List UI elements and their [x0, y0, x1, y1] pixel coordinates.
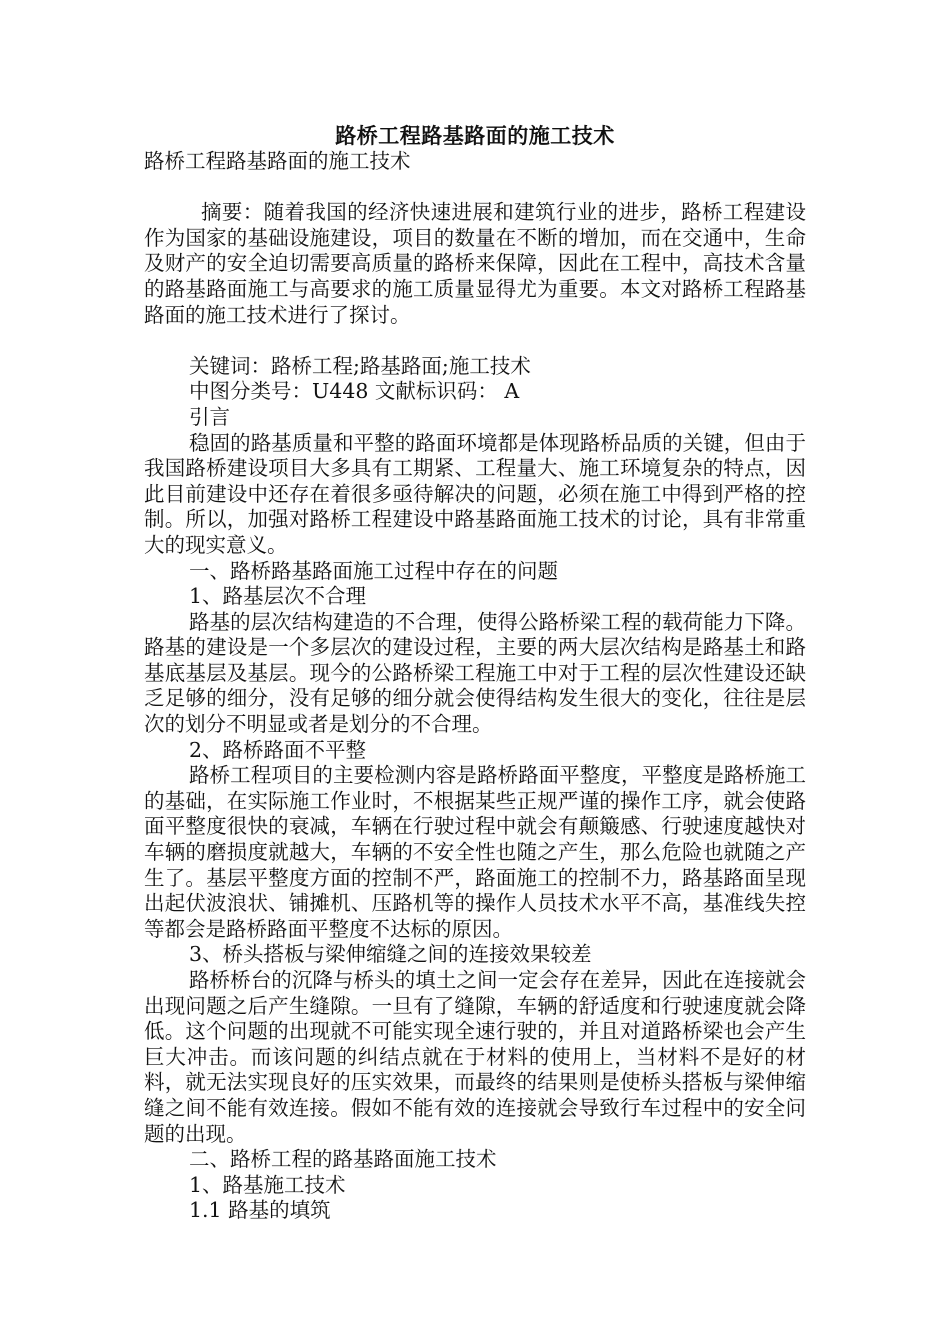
- subsection-paragraph: 路基的层次结构建造的不合理，使得公路桥梁工程的载荷能力下降。路基的建设是一个多层次的建设过程，主要的两大层次结构是路基土和路基底基层及基层。现今的公路桥梁工程施工中对于工程的层次性建设还缺乏足够的细分，没有足够的细分就会使得结构发生很大的变化，往往是层次的划分不明显或者是划分的不合理。: [144, 609, 806, 737]
- section2-heading: 二、路桥工程的路基路面施工技术: [189, 1147, 497, 1172]
- abstract-paragraph: 摘要：随着我国的经济快速进展和建筑行业的进步，路桥工程建设作为国家的基础设施建设，项目的数量在不断的增加，而在交通中，生命及财产的安全迫切需要高质量的路桥来保障，因此在工程中，高技术含量的路基路面施工与高要求的施工质量显得尤为重要。本文对路桥工程路基路面的施工技术进行了探讨。: [144, 200, 806, 327]
- subsection-heading: 1、路基施工技术: [189, 1172, 346, 1197]
- subsection-paragraph: 路桥工程项目的主要检测内容是路桥路面平整度，平整度是路桥施工的基础，在实际施工作业时，不根据某些正规严谨的操作工序，就会使路面平整度很快的衰减，车辆在行驶过程中就会有颠簸感、行驶速度越快对车辆的磨损度就越大，车辆的不安全性也随之产生，那么危险也就随之产生了。基层平整度方面的控制不严，路面施工的控制不力，路基路面呈现出起伏波浪状、铺摊机、压路机等的操作人员技术水平不高，基准线失控等都会是路桥路面平整度不达标的原因。: [144, 763, 806, 941]
- intro-paragraph: 稳固的路基质量和平整的路面环境都是体现路桥品质的关键，但由于我国路桥建设项目大多具有工期紧、工程量大、施工环境复杂的特点，因此目前建设中还存在着很多亟待解决的问题，必须在施工中得到严格的控制。所以，加强对路桥工程建设中路基路面施工技术的讨论，具有非常重大的现实意义。: [144, 430, 806, 557]
- document-body: [144, 149, 806, 1224]
- document-title: 路桥工程路基路面的施工技术: [335, 123, 615, 148]
- classification-line: 中图分类号：U448 文献标识码： A: [189, 379, 520, 404]
- subsection-heading: 3、桥头搭板与梁伸缩缝之间的连接效果较差: [189, 942, 592, 967]
- keywords-line: 关键词：路桥工程;路基路面;施工技术: [189, 353, 531, 378]
- subsection-heading: 1、路基层次不合理: [189, 584, 367, 609]
- subsubsection-heading: 1.1 路基的填筑: [189, 1198, 331, 1223]
- blank-line: [144, 175, 806, 201]
- section1-heading: 一、路桥路基路面施工过程中存在的问题: [189, 558, 558, 583]
- subsection-heading: 2、路桥路面不平整: [189, 737, 367, 762]
- document-subtitle: 路桥工程路基路面的施工技术: [144, 149, 411, 173]
- subsection-paragraph: 路桥桥台的沉降与桥头的填土之间一定会存在差异，因此在连接就会出现问题之后产生缝隙。一旦有了缝隙，车辆的舒适度和行驶速度就会降低。这个问题的出现就不可能实现全速行驶的，并且对道路桥梁也会产生巨大冲击。而该问题的纠结点就在于材料的使用上，当材料不是好的材料，就无法实现良好的压实效果，而最终的结果则是使桥头搭板与梁伸缩缝之间不能有效连接。假如不能有效的连接就会导致行车过程中的安全问题的出现。: [144, 968, 806, 1146]
- intro-heading: 引言: [189, 404, 230, 429]
- blank-line: [144, 328, 806, 354]
